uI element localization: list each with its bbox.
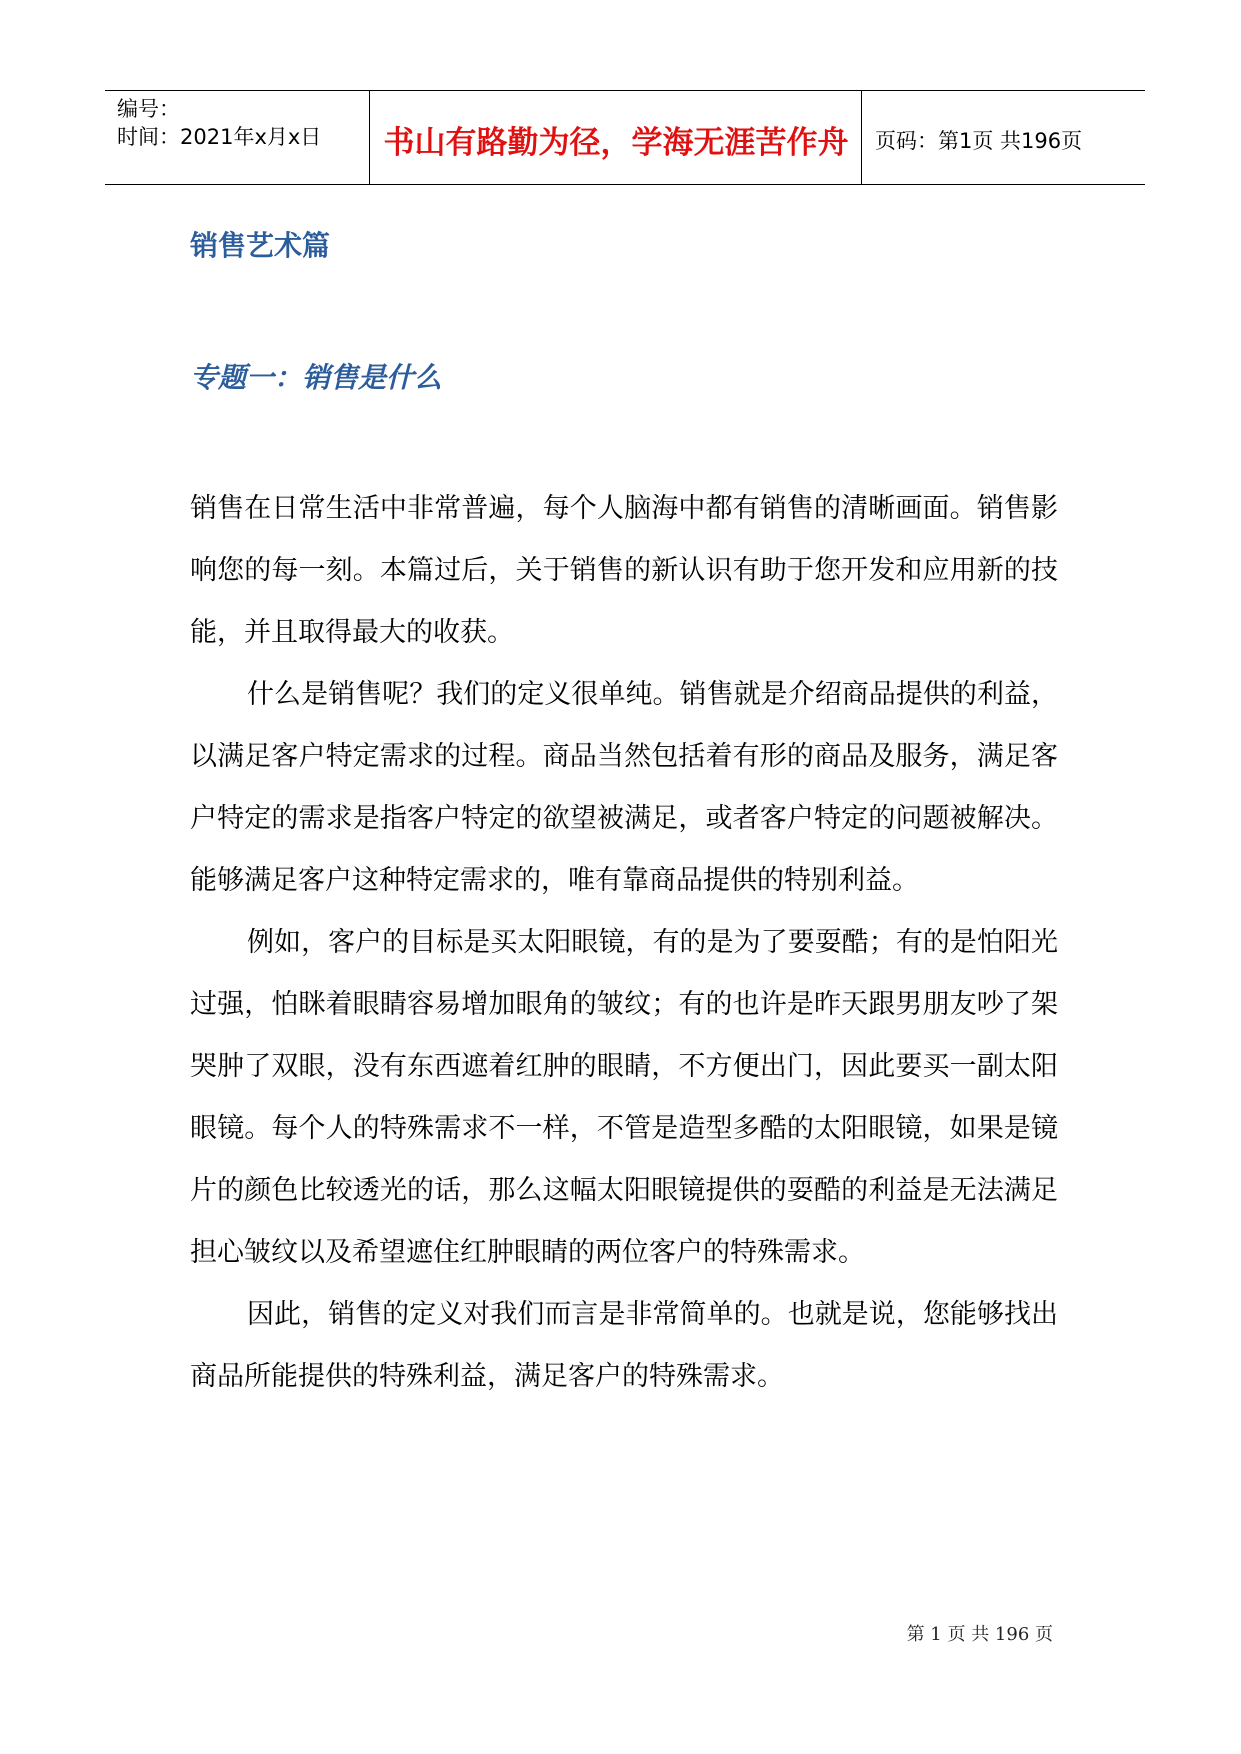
motto: 书山有路勤为径，学海无涯苦作舟	[383, 125, 849, 161]
serial-label: 编号：	[117, 97, 180, 121]
section-title: 销售艺术篇	[190, 229, 331, 262]
topic-title: 专题一：销售是什么	[190, 361, 443, 394]
paragraph: 什么是销售呢？我们的定义很单纯。销售就是介绍商品提供的利益，以满足客户特定需求的过程。商品当然包括着有形的商品及服务，满足客户特定的需求是指客户特定的欲望被满足，或者客户特定的问题被解决。能够满足客户这种特定需求的，唯有靠商品提供的特别利益。	[190, 679, 1058, 896]
paragraph: 例如，客户的目标是买太阳眼镜，有的是为了要耍酷；有的是怕阳光过强，怕眯着眼睛容易增加眼角的皱纹；有的也许是昨天跟男朋友吵了架哭肿了双眼，没有东西遮着红肿的眼睛，不方便出门，因此要买一副太阳眼镜。每个人的特殊需求不一样，不管是造型多酷的太阳眼镜，如果是镜片的颜色比较透光的话，那么这幅太阳眼镜提供的耍酷的利益是无法满足担心皱纹以及希望遮住红肿眼睛的两位客户的特殊需求。	[190, 927, 1058, 1268]
header-meta-cell	[105, 91, 370, 184]
document-body	[190, 478, 1058, 1408]
page-footer: 第 1 页 共 196 页	[906, 1624, 1053, 1645]
time-label: 时间：2021年x月x日	[117, 125, 322, 149]
header-page-info: 页码：第1页 共196页	[875, 129, 1083, 153]
page-header	[105, 90, 1145, 185]
header-motto-cell	[371, 91, 862, 184]
header-page-cell	[863, 91, 1145, 184]
paragraph: 因此，销售的定义对我们而言是非常简单的。也就是说，您能够找出商品所能提供的特殊利益，满足客户的特殊需求。	[190, 1299, 1058, 1392]
paragraph: 销售在日常生活中非常普遍，每个人脑海中都有销售的清晰画面。销售影响您的每一刻。本篇过后，关于销售的新认识有助于您开发和应用新的技能，并且取得最大的收获。	[190, 493, 1058, 648]
